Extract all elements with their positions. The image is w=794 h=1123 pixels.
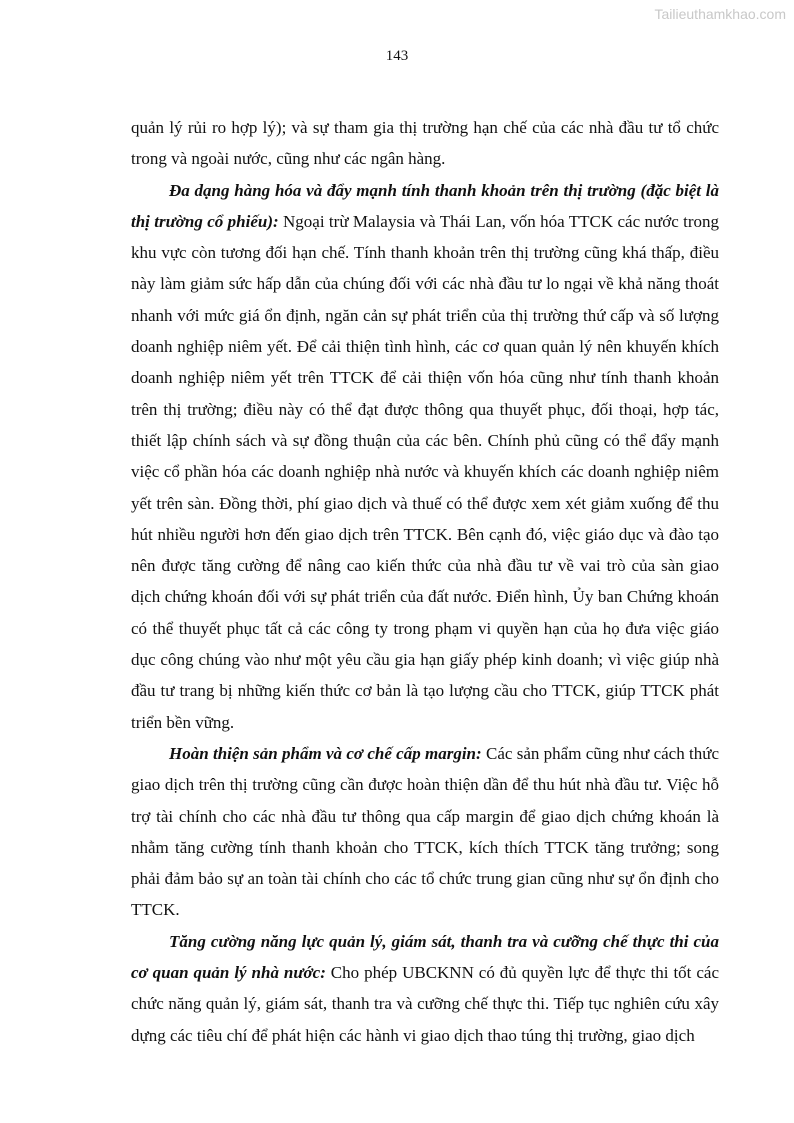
paragraph-text: Các sản phẩm cũng như cách thức giao dịch trên thị trường cũng cần được hoàn thiện dần để thu hút nhà đầu tư. Việc hỗ trợ tài chính cho các nhà đầu tư thông qua cấp margin để giao dịch chứng khoán là nhằm tăng cường tính thanh khoản cho TTCK, kích thích TTCK tăng trưởng; song phải đảm bảo sự an toàn tài chính cho các tổ chức trung gian cũng như sự ổn định cho TTCK.	[131, 743, 719, 920]
document-body	[131, 112, 719, 1051]
page-number: 143	[385, 48, 409, 64]
paragraph-heading: Đa dạng hàng hóa và đẩy mạnh tính thanh khoản trên thị trường (đặc biệt là thị trường cổ phiếu):	[131, 180, 719, 231]
paragraph-text: Cho phép UBCKNN có đủ quyền lực để thực thi tốt các chức năng quản lý, giám sát, thanh tra và cưỡng chế thực thi. Tiếp tục nghiên cứu xây dựng các tiêu chí để phát hiện các hành vi giao dịch thao túng thị trường, giao dịch	[131, 963, 719, 1045]
paragraph-continuation	[131, 112, 719, 175]
paragraph-margin	[131, 738, 719, 926]
paragraph-diversify-liquidity	[131, 175, 719, 738]
paragraph-heading: Tăng cường năng lực quản lý, giám sát, thanh tra và cưỡng chế thực thi của cơ quan quản lý nhà nước:	[131, 931, 719, 983]
watermark: Tailieuthamkhao.com	[654, 6, 786, 22]
paragraph-text: Ngoại trừ Malaysia và Thái Lan, vốn hóa TTCK các nước trong khu vực còn tương đối hạn chế. Tính thanh khoản trên thị trường cũng khá thấp, điều này làm giảm sức hấp dẫn của chúng đối với các nhà đầu tư lo ngại về khả năng thoát nhanh với mức giá ổn định, ngăn cản sự phát triển của thị trường thứ cấp và số lượng doanh nghiệp niêm yết. Để cải thiện tình hình, các cơ quan quản lý nên khuyến khích doanh nghiệp niêm yết trên TTCK để cải thiện vốn hóa cũng như tính thanh khoản trên thị trường; điều này có thể đạt được thông qua thuyết phục, đối thoại, hợp tác, thiết lập chính sách và sự đồng thuận của các bên. Chính phủ cũng có thể đẩy mạnh việc cổ phần hóa các doanh nghiệp nhà nước và khuyến khích các doanh nghiệp niêm yết trên sàn. Đồng thời, phí giao dịch và thuế có thể được xem xét giảm xuống để thu hút nhiều người hơn đến giao dịch trên TTCK. Bên cạnh đó, việc giáo dục và đào tạo nên được tăng cường để nâng cao kiến thức của nhà đầu tư về vai trò của sàn giao dịch chứng khoán đối với sự phát triển của đất nước. Điển hình, Ủy ban Chứng khoán có thể thuyết phục tất cả các công ty trong phạm vi quyền hạn của họ đưa việc giáo dục công chúng vào như một yêu cầu gia hạn giấy phép kinh doanh; vì việc giúp nhà đầu tư trang bị những kiến thức cơ bản là tạo lượng cầu cho TTCK, giúp TTCK phát triển bền vững.	[131, 211, 719, 732]
paragraph-supervision	[131, 926, 719, 1051]
paragraph-text: quản lý rủi ro hợp lý); và sự tham gia thị trường hạn chế của các nhà đầu tư tổ chức trong và ngoài nước, cũng như các ngân hàng.	[131, 118, 719, 169]
paragraph-heading: Hoàn thiện sản phẩm và cơ chế cấp margin:	[169, 743, 482, 763]
